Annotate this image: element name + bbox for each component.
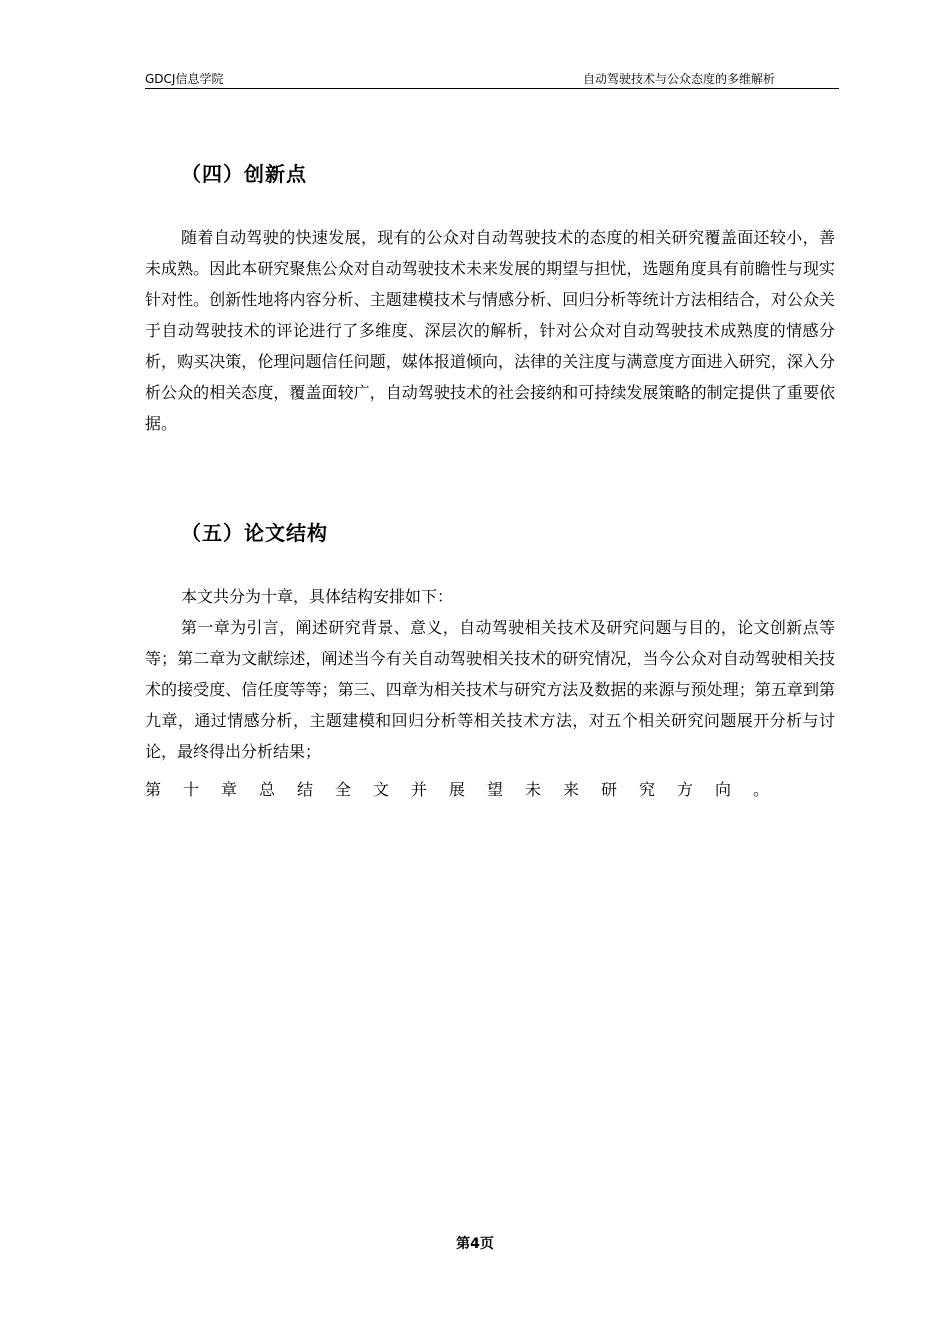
- page-number: 第4页: [456, 1236, 494, 1252]
- paragraph-innovation: 随着自动驾驶的快速发展，现有的公众对自动驾驶技术的态度的相关研究覆盖面还较小，善未成熟。因此本研究聚焦公众对自动驾驶技术未来发展的期望与担忧，选题角度具有前瞻性与现实针对性。创新性地将内容分析、主题建模技术与情感分析、回归分析等统计方法相结合，对公众关于自动驾驶技术的评论进行了多维度、深层次的解析，针对公众对自动驾驶技术成熟度的情感分析，购买决策，伦理问题信任问题，媒体报道倾向，法律的关注度与满意度方面进入研究，深入分析公众的相关态度，覆盖面较广，自动驾驶技术的社会接纳和可持续发展策略的制定提供了重要依据。: [145, 228, 835, 433]
- paragraph-structure-last-line: 第十章总结全文并展望未来研究方向。: [145, 780, 792, 799]
- paragraph-structure-chapters: 第一章为引言，阐述研究背景、意义，自动驾驶相关技术及研究问题与目的，论文创新点等等；第二章为文献综述，阐述当今有关自动驾驶相关技术的研究情况，当今公众对自动驾驶相关技术的接受度、信任度等等；第三、四章为相关技术与研究方法及数据的来源与预处理；第五章到第九章，通过情感分析，主题建模和回归分析等相关技术方法，对五个相关研究问题展开分析与讨论，最终得出分析结果；: [145, 618, 835, 761]
- section-heading-structure: （五）论文结构: [181, 521, 328, 545]
- header-institution: GDCJ信息学院: [145, 72, 224, 86]
- section-heading-innovation: （四）创新点: [181, 162, 307, 186]
- paragraph-structure-intro: 本文共分为十章，具体结构安排如下：: [181, 587, 454, 606]
- page-header: [145, 66, 839, 89]
- header-document-title: 自动驾驶技术与公众态度的多维解析: [582, 72, 775, 86]
